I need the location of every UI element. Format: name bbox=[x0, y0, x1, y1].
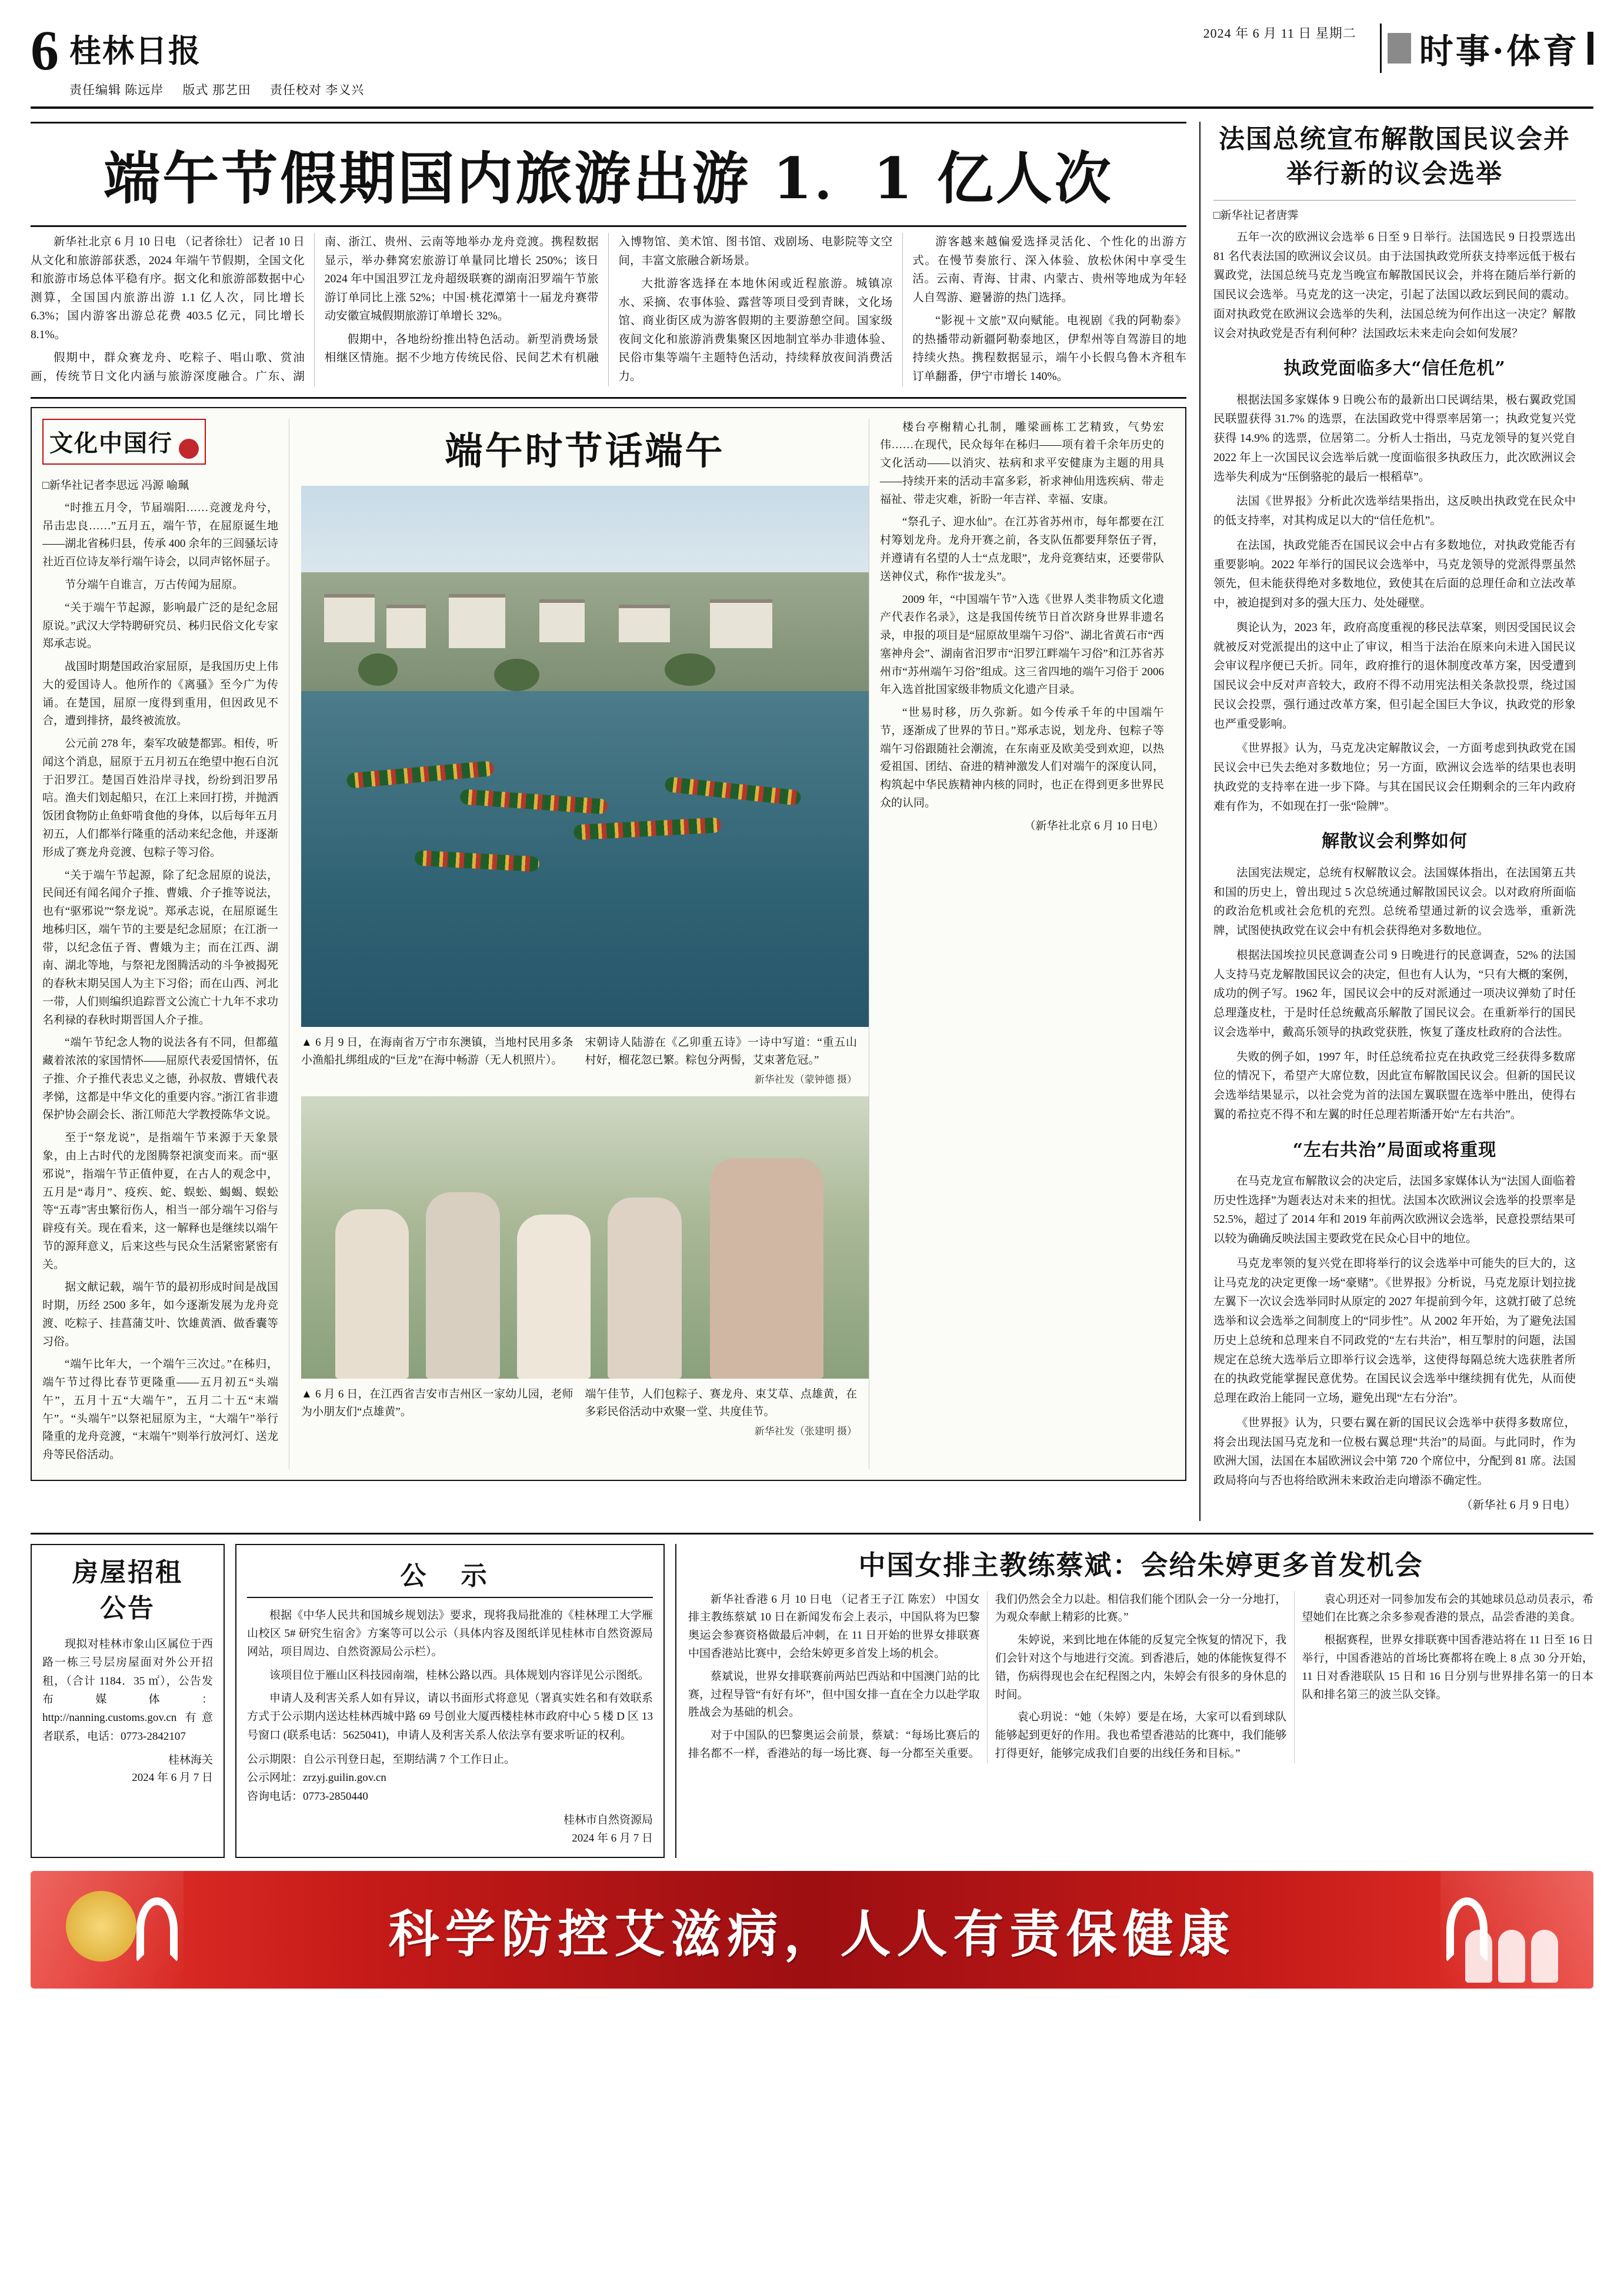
announcement-date: 2024 年 6 月 7 日 bbox=[572, 1832, 653, 1844]
credit-layout: 版式 那艺田 bbox=[182, 83, 251, 97]
figure-icon bbox=[1498, 1930, 1525, 1983]
figure-icon bbox=[1531, 1930, 1558, 1983]
feature-left-column bbox=[42, 419, 289, 1469]
announcement-body bbox=[247, 1606, 653, 1806]
announcement-phone: 咨询电话：0773-2850440 bbox=[247, 1790, 368, 1803]
culture-china-logo-text: 文化中国行 bbox=[49, 429, 173, 457]
photo-child bbox=[335, 1209, 409, 1379]
volleyball-paragraph: 袁心玥说：“她（朱婷）要是在场，大家可以看到球队能够起到更好的作用。我也希望香港站的比赛中，我们能够打得更好，能够完成我们自要的出线任务和目标。” bbox=[995, 1711, 1287, 1760]
aids-awareness-banner bbox=[31, 1871, 1593, 1989]
volleyball-paragraph: 蔡斌说，世界女排联赛前两站巴西站和中国澳门站的比赛，过程导管“有好有坏”，但中国女排一直在全力以赴学取胜战会为基础的机会。 bbox=[688, 1670, 980, 1719]
lead-paragraph: 大批游客选择在本地休闲或近程旅游。城镇凉水、采摘、农事体验、露营等项目受到青睐，文化场馆、商业街区成为游客假期的主要游憩空间。国家级夜间文化和旅游消费集聚区因地制宜举办非遗体验、民俗市集等端午主题特色活动，持续释放夜间消费活力。 bbox=[618, 278, 893, 383]
feature-paragraph: “关于端午节起源，影响最广泛的是纪念屈原说。”武汉大学特聘研究员、秭归民俗文化专家郑承志说。 bbox=[42, 601, 278, 651]
photo-child bbox=[517, 1215, 591, 1378]
bottom-section bbox=[31, 1533, 1593, 1858]
photo2-caption-block bbox=[301, 1386, 869, 1440]
right-paragraph: 马克龙率领的复兴党在即将举行的议会选举中可能失的巨大的，这让马克龙的决定更像一场“豪赌”。《世界报》分析说，马克龙原计划拉拢左翼下一次议会选举同时从原定的 2027 年提前到今年，这就打破了总统选举和议会选举之间制度上的“同步性”。从 2002 年开始，为了避免法国历史上总统和总理来自不同政党的“左右共治”，相互掣肘的问题，法国规定在总统大选举后立即举行议会选举，这使得每隔总统大选获胜者所在的执政党能掌握民意优势。在国民议会选举中继续拥有优先，从而使总理在政治上能同一立场，避免出现“左右分治”。 bbox=[1213, 1257, 1576, 1405]
photo2-extra: 端午佳节，人们包粽子、赛龙舟、束艾草、点雄黄，在多彩民俗活动中欢聚一堂、共度佳节。 bbox=[585, 1387, 857, 1418]
lead-article-body bbox=[31, 233, 1186, 386]
house-rental-notice bbox=[31, 1544, 225, 1858]
notice-title-line2: 公告 bbox=[100, 1593, 155, 1624]
seal-icon bbox=[179, 439, 199, 459]
culture-china-logo bbox=[42, 419, 206, 465]
credit-proofreader: 责任校对 李义兴 bbox=[270, 83, 365, 97]
notice-body bbox=[42, 1635, 213, 1746]
feature-paragraph: 至于“祭龙说”，是指端午节来源于天象景象，由上古时代的龙图腾祭祀演变而来。而“驱邪说”，指端午节正值仲夏，在古人的观念中，五月是“毒月”、疫疾、蛇、蜈蚣、蝎蝎、蜈蚣等“五毒”害虫繁衍伤人，相当一部分端午习俗与辟疫有关。现在看来，这一解释也是继续以端午节的源拜意义，后来这些与民众生活紧密紧密有关。 bbox=[42, 1132, 278, 1271]
announcement-paragraph: 根据《中华人民共和国城乡规划法》要求，现将我局批准的《桂林理工大学雁山校区 5# 研究生宿舍》方案等可以公示（具体内容及图纸详见桂林市自然资源局网站，项目周边、自然资源局公示栏）。 bbox=[247, 1609, 653, 1659]
lead-paragraph: 假期中，各地纷纷推出特色活动。新型消费场景相继区情施。据不少地方传统民俗、民间艺术有机融入博物馆、美术馆、图书馆、戏剧场、电影院等文空间，丰富文旅融合新场景。 bbox=[324, 236, 893, 365]
photo1-extra: 宋朝诗人陆游在《乙卯重五诗》一诗中写道：“重五山村好，榴花忽已繁。粽包分两髻，艾束著危冠。” bbox=[585, 1036, 857, 1067]
feature-paragraph: “祭孔子、迎水仙”。在江苏省苏州市，每年都要在江村筹划龙舟。龙舟开赛之前，各支队伍都要拜祭伍子胥，并遵请有名望的人士“点龙眼”，龙舟竞赛结束，还要带队送神仪式，称作“拔龙头”。 bbox=[880, 516, 1164, 583]
lead-paragraph: “影视＋文旅”双向赋能。电视剧《我的阿勒泰》的热播带动新疆阿勒泰地区，伊犁州等自驾游目的地持续火热。携程数据显示，端午小长假乌鲁木齐租车订单翻番，伊宁市增长 140%。 bbox=[912, 315, 1186, 383]
notice-date: 2024 年 6 月 7 日 bbox=[132, 1772, 213, 1784]
masthead-date-area bbox=[379, 24, 1380, 46]
volleyball-article bbox=[675, 1544, 1593, 1858]
feature-paragraph: 楼台亭榭精心扎制，雕梁画栋工艺精致，气势宏伟……在现代，民众每年在秭归——项有着千余年历史的文化活动——以消灾、祛病和求平安健康为主题的用具——持续开来的活动丰富多彩，祈求神仙用选疾病、带走福祉、带走灾难，祈盼一年吉祥、幸福、安康。 bbox=[880, 421, 1164, 506]
feature-endnote: （新华社北京 6 月 10 日电） bbox=[1024, 819, 1164, 832]
photo-tree bbox=[358, 653, 398, 686]
section-bar-icon bbox=[1588, 32, 1593, 65]
figure-icon bbox=[1465, 1930, 1492, 1983]
right-paragraph: 失败的例子如，1997 年，时任总统希拉克在执政党三经获得多数席位的情况下，希望产大席位数，因此宣布解散国民议会。但新的国民议会选举结果显示，以社会党为首的法国左翼联盟在选举中胜出，使得右翼的希拉克不得不和左翼的时任总理若斯潘开始“左右共治”。 bbox=[1213, 1050, 1576, 1121]
right-paragraph: 在马克龙宣布解散议会的决定后，法国多家媒体认为“法国人面临着历史性选择”为题表达对未来的担忧。法国本次欧洲议会选举的投票率是 52.5%，超过了 2014 年和 2019 年前两次欧洲议会选举，民意投票结果可以较为确确反映法国主要政党在民众心目中的地位。 bbox=[1213, 1175, 1576, 1246]
right-paragraph: 根据法国多家媒体 9 日晚公布的最新出口民调结果，极右翼政党国民联盟获得 31.7% 的选票，在法国政党中得票率居第一；执政党复兴党获得 14.9% 的选票，位居第二。分析人士指出，马克龙领导的复兴党自 2022 年上一次国民议会选举后就一度面临很多执政压力，此次欧洲议会选举失利成为“压倒骆驼的最后一根稻草”。 bbox=[1213, 393, 1576, 483]
announcement-title: 公 示 bbox=[247, 1555, 653, 1598]
feature-paragraph: “世易时移，历久弥新。如今传承千年的中国端午节，逐渐成了世界的节日。”郑承志说，划龙舟、包粽子等端午习俗跟随社会潮流，在东南亚及欧美受到欢迎，以热爱祖国、团结、奋进的精神激发人们对端午的深度认同，构筑起中华民族精神内核的同时，也正在得到更多世界民众的认同。 bbox=[880, 706, 1164, 809]
main-column bbox=[31, 122, 1186, 1521]
photo1-extra-text bbox=[585, 1034, 869, 1088]
right-article-byline: □新华社记者唐霁 bbox=[1213, 209, 1299, 222]
photo-child bbox=[608, 1197, 681, 1378]
public-announcement bbox=[235, 1544, 665, 1858]
right-paragraph: 舆论认为，2023 年，政府高度重视的移民法草案，则因受国民议会就被反对党派提出的这中止了审议，相当于法治在原来向未进入国民议会审议程序便已夭折。同年，政府推行的退休制度改革方案，因受遭到国民议会中反对声音较大，政府不得不动用宪法相关条款投票，绕过国民议会投票，强行通过改革方案，但引起全国巨大争议，执政党的形象也严重受影响。 bbox=[1213, 621, 1576, 730]
photo-house bbox=[449, 594, 506, 648]
publication-date: 2024 年 6 月 11 日 星期二 bbox=[1203, 26, 1356, 41]
feature-title: 端午时节话端午 bbox=[445, 429, 725, 473]
photo-tree bbox=[494, 659, 539, 691]
divider bbox=[1213, 200, 1576, 201]
photo-house bbox=[539, 599, 585, 643]
right-subheading: “左右共治”局面或将重现 bbox=[1292, 1139, 1497, 1160]
volleyball-article-body bbox=[688, 1591, 1593, 1763]
feature-paragraph: “端午比年大，一个端午三次过。”在秭归，端午节过得比春节更隆重——五月初五“头端午”，五月十五“大端午”，五月二十五“末端午”。“头端午”以祭祀屈原为主，“大端午”举行隆重的龙舟竞渡，“末端午”则举行放河灯、送龙舟等民俗活动。 bbox=[42, 1358, 278, 1462]
right-paragraph: 在法国，执政党能否在国民议会中占有多数地位，对执政党能否有重要影响。2022 年举行的国民议会选举中，马克龙领导的党派得票虽然领先，但未能获得绝对多数地位，致使其在后面的总理任命和立法改革中，被迫提到对多的强大压力、处处碰壁。 bbox=[1213, 539, 1576, 610]
feature-paragraph: 公元前 278 年，秦军攻破楚都郢。相传，听闻这个消息，屈原于五月初五在绝望中抱石自沉于汨罗江。楚国百姓沿岸寻找，纷纷到汨罗吊唁。渔夫们划起船只，在江上来回打捞，并抛洒饭团食物防止鱼虾啃食他的身体，以后每年五月初五，人们都举行隆重的活动来纪念他，并逐渐形成了赛龙舟竞渡、包粽子等习俗。 bbox=[42, 738, 278, 859]
photo-tree bbox=[665, 653, 716, 686]
banner-text: 科学防控艾滋病，人人有责保健康 bbox=[388, 1904, 1236, 1964]
feature-paragraph: 节分端午自谁言，万古传闻为屈原。 bbox=[65, 579, 244, 592]
masthead bbox=[31, 19, 1593, 109]
masthead-left bbox=[31, 19, 379, 98]
announcement-signature bbox=[247, 1812, 653, 1847]
photo-house bbox=[619, 605, 670, 642]
emblem-icon bbox=[66, 1891, 136, 1962]
announcement-paragraph: 该项目位于雁山区科技园南端，桂林公路以西。具体规划内容详见公示图纸。 bbox=[269, 1669, 650, 1682]
red-ribbon-icon-left bbox=[136, 1897, 178, 1962]
announcement-url[interactable]: 公示网址：zrzyj.guilin.gov.cn bbox=[247, 1772, 386, 1784]
right-endnote: （新华社 6 月 9 日电） bbox=[1460, 1499, 1576, 1512]
photo2-extra-text bbox=[585, 1386, 869, 1440]
notice-title-line1: 房屋招租 bbox=[72, 1557, 183, 1587]
volleyball-paragraph: 新华社香港 6 月 10 日电 （记者王子江 陈宏） 中国女排主教练蔡斌 10 日在新闻发布会上表示，中国队将为巴黎奥运会参赛资格做最后冲刺，在 11 日开始的世界女排联赛中国香港站比赛中，会给朱婷更多首发上场的机会。 bbox=[688, 1593, 980, 1660]
photo-teacher bbox=[710, 1158, 823, 1378]
right-paragraph: 根据法国埃拉贝民意调查公司 9 日晚进行的民意调查，52% 的法国人支持马克龙解散国民议会的决定，但也有人认为，“只有大概的案例，成功的例子写。1962 年，国民议会中的反对派通过一项决议弹劾了时任总理蓬皮杜，于是时任总统戴高乐解散了国民议会。在重新举行的国民议会选举中，戴高乐领导的执政党获胜，恢复了蓬皮杜政府的合法性。 bbox=[1213, 949, 1576, 1039]
announcement-issuer: 桂林市自然资源局 bbox=[563, 1814, 653, 1827]
feature-paragraph: “关于端午节起源，除了纪念屈原的说法，民间还有闻名闻介子推、曹娥、介子推等说法，也有“驱邪说”“祭龙说”。郑承志说，在屈原诞生地秭归区，端午节的主要是纪念屈原；在江浙一带，以纪念伍子胥、曹娥为主；而在江西、湖南、湖北等地，与祭祀龙图腾活动的斗争被揭死的春秋末期吴国人为主下习俗；而在山西、河北一带，人们则编织追踪晋文公流亡十九年不求功名利禄的春秋时期晋国人介子推。 bbox=[42, 869, 278, 1026]
section-banner bbox=[1380, 24, 1593, 73]
right-paragraph: 法国《世界报》分析此次选举结果指出，这反映出执政党在民众中的低支持率，对其构成足以大的“信任危机”。 bbox=[1213, 495, 1576, 528]
announcement-period: 公示期限：自公示刊登日起，至期结满 7 个工作日止。 bbox=[247, 1753, 516, 1766]
photo-water bbox=[301, 691, 869, 1026]
photo1-credit: 新华社发（蒙钟德 摄） bbox=[754, 1074, 857, 1086]
notice-signature bbox=[42, 1752, 213, 1787]
right-subheading: 执政党面临多大“信任危机” bbox=[1283, 358, 1506, 379]
feature-article bbox=[31, 407, 1186, 1481]
photo-house bbox=[710, 599, 772, 648]
photo-house bbox=[386, 605, 426, 648]
page-number: 6 bbox=[31, 19, 59, 82]
right-paragraph: 五年一次的欧洲议会选举 6 日至 9 日举行。法国选民 9 日投票选出 81 名代表法国的欧洲议会议员。由于法国执政党所获支持率远低于极右翼政党，法国总统马克龙当晚宣布解散国民议会，并将在随后举行新的国民议会选举。马克龙的这一决定，引起了法国以政坛到民间的震动。面对执政党在欧洲议会选举的失利，法国总统为何作出这一决定？解散议会对执政党是否有利何种？法国政坛未来走向会如何发展？ bbox=[1213, 231, 1576, 340]
feature-paragraph: 2009 年，“中国端午节”入选《世界人类非物质文化遗产代表作名录》，这是我国传统节日首次跻身世界非遗名录，申报的项目是“屈原故里端午习俗”、湖北省黄石市“西塞神舟会”、湖南省汨罗市“汨罗江畔端午习俗”和江苏省苏州市“苏州端午习俗”组成。这三省四地的端午习俗于 2006 年入选首批国家级非物质文化遗产目录。 bbox=[880, 593, 1164, 696]
notice-issuer: 桂林海关 bbox=[168, 1753, 213, 1766]
volleyball-paragraph: 根据赛程，世界女排联赛中国香港站将在 11 日至 16 日举行，中国香港站的首场比赛都将在晚上 8 点 30 分开始，11 日对香港联队 15 日和 16 日分别与世界排名第一的日本队和排名第三的波兰队交锋。 bbox=[1302, 1634, 1593, 1701]
feature-paragraph: 据文献记载，端午节的最初形成时间是战国时期，历经 2500 多年，如今逐渐发展为龙舟竞渡、吃粽子、挂菖蒲艾叶、饮雄黄酒、做香囊等习俗。 bbox=[42, 1281, 278, 1348]
divider bbox=[31, 397, 1186, 399]
feature-paragraph: “时推五月令，节届端阳……竞渡龙舟兮，吊击忠良……”五月五，端午节，在屈原诞生地——湖北省秭归县，传承 400 余年的三闾骚坛诗社近百位诗友举行端午诗会，以同声铭怀屈子。 bbox=[42, 501, 278, 569]
banner-figures bbox=[1465, 1930, 1558, 1983]
lead-headline: 端午节假期国内旅游出游 1．1 亿人次 bbox=[31, 122, 1186, 227]
masthead-credits bbox=[69, 81, 379, 98]
right-subheading: 解散议会利弊如何 bbox=[1322, 831, 1468, 852]
feature-paragraph: 战国时期楚国政治家屈原，是我国历史上伟大的爱国诗人。他所作的《离骚》至今广为传诵。在楚国，屈原一度得到重用，但因政见不合，遭到排挤，最终被流放。 bbox=[42, 661, 278, 728]
announcement-paragraph: 申请人及利害关系人如有异议，请以书面形式将意见（署真实姓名和有效联系方式于公示期内送达桂林西城中路 69 号创业大厦西楼桂林市政府中心 5 楼 D 区 13 号窗口 (联系电话：5625041)，申请人及利害关系人依法享有要求听证的权利。 bbox=[247, 1692, 653, 1742]
volleyball-paragraph: 袁心玥还对一同参加发布会的其她球员总动员表示，希望她们在比赛之余多参观香港的景点，品尝香港的美食。 bbox=[1302, 1593, 1593, 1624]
photo1-caption: ▲ 6 月 9 日，在海南省万宁市东澳镇，当地村民用多条小渔船扎绑组成的“巨龙”在海中畅游（无人机照片）。 bbox=[301, 1036, 573, 1067]
section-title: 时事·体育 bbox=[1419, 31, 1579, 71]
photo-house bbox=[324, 594, 375, 643]
paper-title-block bbox=[69, 24, 379, 98]
right-article-body bbox=[1213, 228, 1576, 1516]
right-article-title: 法国总统宣布解散国民议会并举行新的议会选举 bbox=[1219, 124, 1570, 189]
feature-byline: □新华社记者李思远 冯源 喻珮 bbox=[42, 479, 189, 492]
volleyball-paragraph: 对于中国队的巴黎奥运会前景，蔡斌：“每场比赛后的排名都不一样，香港站的每一场比赛、每一分都至关重要。我们仍然会全力以赴。相信我们能个团队会一分一分地打，为观众奉献上精彩的比赛。” bbox=[688, 1593, 1287, 1760]
volleyball-article-title: 中国女排主教练蔡斌：会给朱婷更多首发机会 bbox=[858, 1549, 1423, 1581]
credit-editor: 责任编辑 陈远岸 bbox=[69, 83, 164, 97]
photo-child bbox=[426, 1192, 499, 1379]
volleyball-paragraph: 朱婷说，来到比地在体能的反复完全恢复的情况下，我们会针对这个与地进行交流。到香港后，她的体能恢复得不错，伤病得现也会在纪程图之内，朱婷会有很多的身休息的时间。 bbox=[995, 1634, 1287, 1701]
feature-paragraph: “端午节纪念人物的说法各有不同，但都蕴藏着浓浓的家国情怀——屈原代表爱国情怀，伍子推、介子推代表忠义之德，孙叔敖、曹娥代表孝悌，这都是中华文化的重要内容。”浙江省非遗保护协会副会长、浙江师范大学教授陈华文说。 bbox=[42, 1036, 278, 1122]
kindergarten-photo bbox=[301, 1096, 869, 1379]
page-body bbox=[31, 122, 1593, 1521]
lead-paragraph: 游客越来越偏爱选择灵活化、个性化的出游方式。在慢节奏旅行、深入体验、放松休闲中享受生活。云南、青海、甘肃、内蒙古、贵州等地成为年轻人自驾游、避暑游的热门选择。 bbox=[912, 236, 1186, 304]
right-paragraph: 法国宪法规定，总统有权解散议会。法国媒体指出，在法国第五共和国的历史上，曾出现过 5 次总统通过解散国民议会。以对政府所面临的政治危机或社会危机的充烈。总统希望通过新的议会选举，重新洗牌，试图使执政党在议会中有机会获得绝对多数地位。 bbox=[1213, 866, 1576, 938]
photo2-credit: 新华社发（张建明 摄） bbox=[754, 1426, 857, 1437]
section-square-icon bbox=[1388, 33, 1411, 64]
feature-right-column bbox=[289, 419, 869, 1469]
notice-paragraph: 现拟对桂林市象山区属位于西路一栋三号层房屋面对外公开招租，（合计 1184．35 ㎡），公告发布媒体：http://nanning.customs.gov.cn 有意者联系，电话：0773-2842107 bbox=[42, 1637, 213, 1743]
paper-name: 桂林日报 bbox=[69, 32, 201, 69]
right-column bbox=[1199, 122, 1576, 1521]
right-paragraph: 《世界报》认为，马克龙决定解散议会，一方面考虑到执政党在国民议会中已失去绝对多数地位；另一方面，欧洲议会选举的结果也表明执政党的支持率在进一步下降。与其在国民议会任期剩余的三年内政府难有作为，不如现在打一张“险牌”。 bbox=[1213, 742, 1576, 813]
lead-paragraph: 新华社北京 6 月 10 日电 （记者徐壮） 记者 10 日从文化和旅游部获悉，2024 年端午节假期，全国文化和旅游市场总体平稳有序。据文化和旅游部数据中心测算，全国国内旅游出游 1.1 亿人次，同比增长 6.3%；国内游客出游总花费 403.5 亿元，同比增长 8.1%。 bbox=[31, 236, 305, 341]
right-paragraph: 《世界报》认为，只要右翼在新的国民议会选举中获得多数席位，将会出现法国马克龙和一位极右翼总理“共治”的局面。与此同时，作为欧洲大国，法国在本届欧洲议会中第 720 个席位中，分配到 81 席。法国政局将向与否也将给欧洲未来政治走向增添不确定性。 bbox=[1213, 1416, 1576, 1487]
photo2-caption: ▲ 6 月 6 日，在江西省吉安市吉州区一家幼儿园，老师为小朋友们“点雄黄”。 bbox=[301, 1387, 573, 1418]
lead-paragraph: 假期中，群众赛龙舟、吃粽子、唱山歌、赏油画，传统节日文化内涵与旅游深度融合。广东、湖南、浙江、贵州、云南等地举办龙舟竞渡。携程数据显示，举办彝窝宏旅游订单量同比增长 250%；该日 2024 年中国沮罗江龙舟超级联赛的湖南汨罗端午节旅游订单同比上涨 52%；中国·桃花潭第十一届龙舟赛带动安徽宣城假期旅游订单增长 32%。 bbox=[31, 236, 599, 383]
photo1-caption-block bbox=[301, 1034, 869, 1088]
feature-middle-column bbox=[869, 419, 1175, 1469]
dragon-boat-photo bbox=[301, 486, 869, 1027]
